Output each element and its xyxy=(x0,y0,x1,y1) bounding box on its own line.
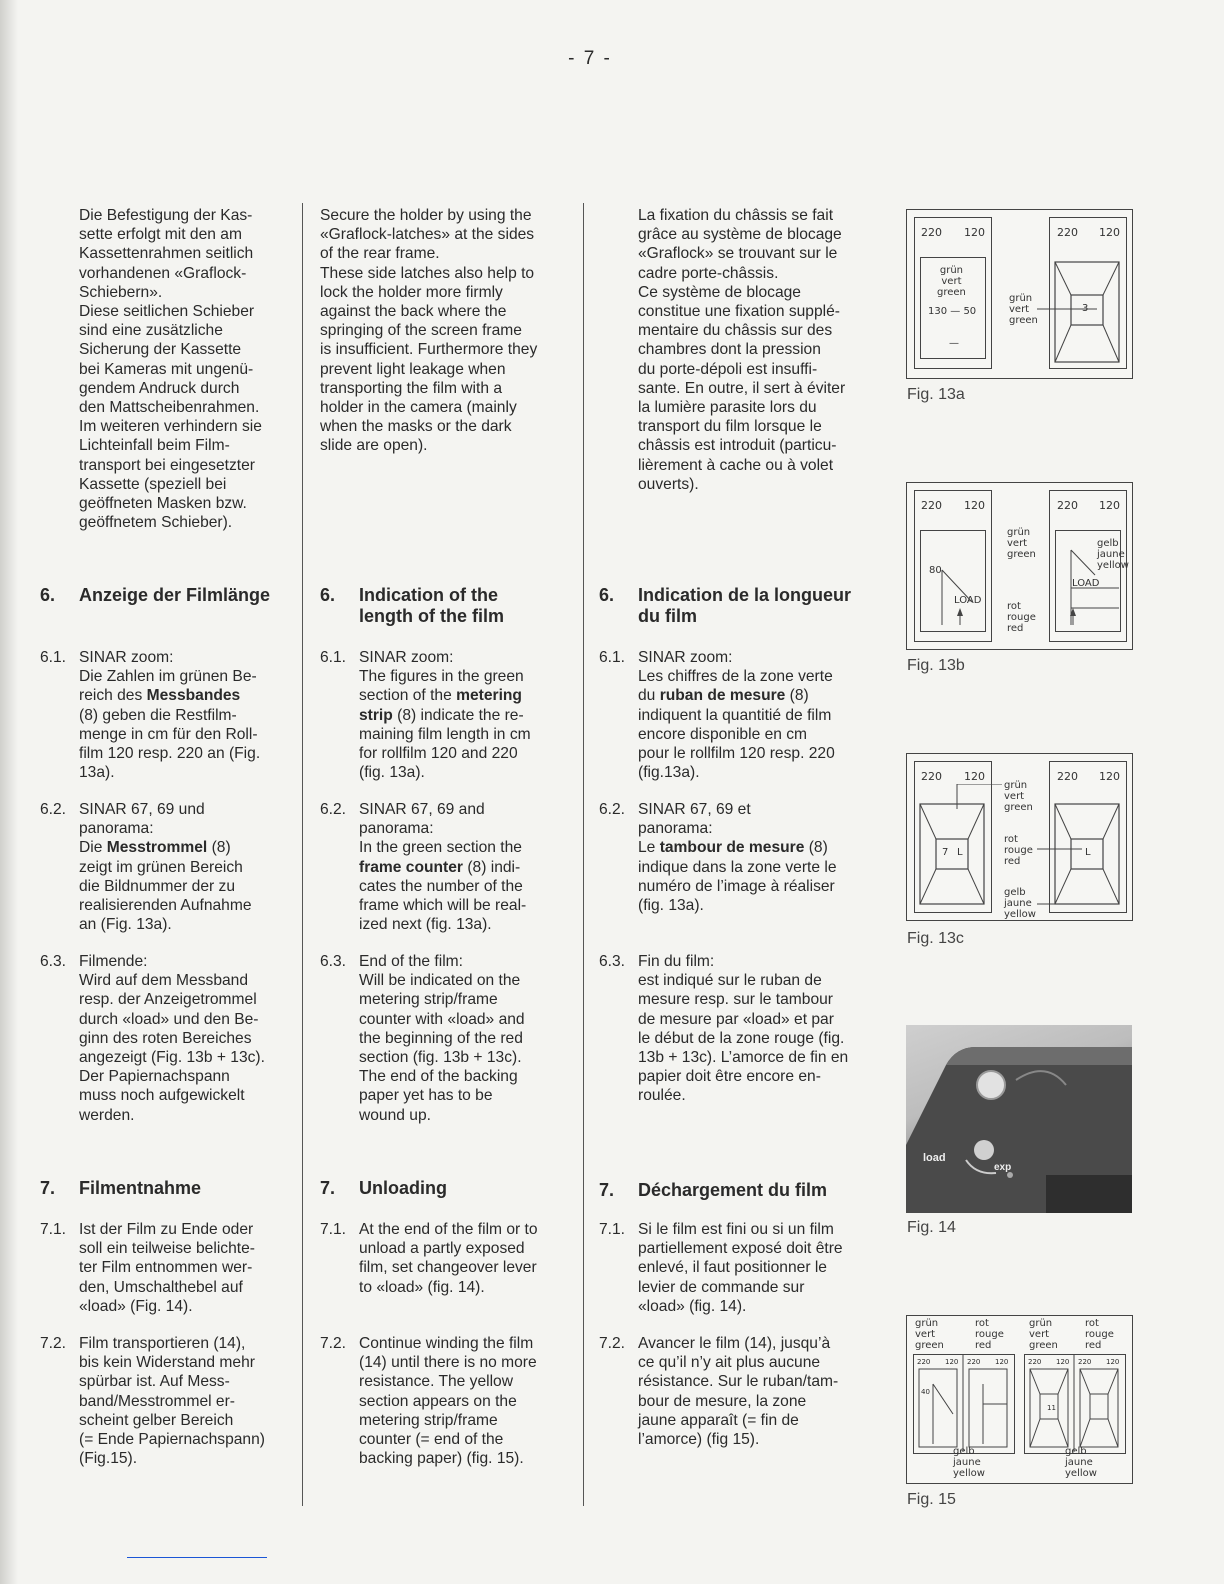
frame-l: L xyxy=(957,847,963,858)
french-intro-text: La fixation du châssis se fait grâce au système de blocage «Graflock» se trouvant sur le cadre porte-châssis. Ce système de blocage constitue une fixation supplé- mentaire du châssis sur des chambres dont la pression du porte-dépoli est insuffi- sante. En outre, il sert à éviter la lumière parasite lors du transport du film lorsque le châssis est introduit (particu- lièrement à cache ou à volet ouverts). xyxy=(638,207,846,493)
frame-3: 3 xyxy=(1082,303,1089,314)
english-7-1-text: At the end of the film or to unload a partly exposed film, set changeover lever to «load» (fig. 14). xyxy=(359,1221,538,1296)
mini-11: 11 xyxy=(1047,1404,1056,1412)
red-label-2: rot rouge red xyxy=(1085,1318,1114,1351)
english-6-1-c: (8) indicate the re- maining film length in cm for rollfilm 120 and 220 (fig. 13a). xyxy=(359,706,531,782)
german-6-3-number: 6.3. xyxy=(40,953,67,970)
green-label: grün vert green xyxy=(1007,527,1036,560)
label-120: 120 xyxy=(964,226,985,239)
label-120-right: 120 xyxy=(1099,499,1120,512)
german-6-1-c: (8) geben die Restfilm- menge in cm für den Roll- film 120 resp. 220 an (Fig. 13a). xyxy=(79,706,261,782)
mini-220-d: 220 xyxy=(1078,1358,1092,1366)
english-6-3 xyxy=(320,952,585,1125)
german-6-2-number: 6.2. xyxy=(40,801,67,818)
figure-15 xyxy=(906,1315,1133,1484)
english-7-2-number: 7.2. xyxy=(320,1335,347,1352)
label-120: 120 xyxy=(964,770,985,783)
label-120-right: 120 xyxy=(1099,770,1120,783)
yellow-label-2: gelb jaune yellow xyxy=(1065,1446,1097,1479)
french-h6-number: 6. xyxy=(599,585,615,605)
column-divider xyxy=(302,203,303,1506)
german-6-2-text xyxy=(79,800,305,934)
german-6-1-number: 6.1. xyxy=(40,649,67,666)
english-h6-heading: Indication of the length of the film xyxy=(359,585,504,626)
english-6-1-a: SINAR zoom: The figures in the green section of the xyxy=(359,649,524,705)
strip-drawings xyxy=(913,1354,1124,1452)
french-6-1-c: (8) indiquent la quantitié de film encore disponible en cm pour le rollfilm 120 resp. 220 (fig.13a). xyxy=(638,687,835,782)
french-7-2 xyxy=(599,1334,889,1449)
frame-7: 7 xyxy=(942,847,949,858)
strip-lines-right xyxy=(1055,530,1119,630)
english-h6-number: 6. xyxy=(320,585,336,605)
french-h7-heading: Déchargement du film xyxy=(638,1180,828,1200)
scan-artifact-line xyxy=(127,1557,267,1558)
frame-l-right: L xyxy=(1085,847,1091,858)
figure-13b-caption: Fig. 13b xyxy=(907,657,965,674)
german-h7-number: 7. xyxy=(40,1178,56,1198)
figure-13b xyxy=(906,482,1133,650)
french-6-2-bold: tambour de mesure xyxy=(659,839,805,857)
german-h7-heading: Filmentnahme xyxy=(79,1178,202,1198)
label-120: 120 xyxy=(964,499,985,512)
range-label: 130 — 50 xyxy=(928,306,977,317)
label-220-right: 220 xyxy=(1057,226,1078,239)
german-7-2-text: Film transportieren (14), bis kein Widerstand mehr spürbar ist. Auf Mess- band/Messtrommel er- scheint gelber Bereich (= Ende Papiernachspann) (Fig.15). xyxy=(79,1335,265,1468)
english-6-2 xyxy=(320,800,585,934)
english-6-2-number: 6.2. xyxy=(320,801,347,818)
french-6-1-bold: ruban de mesure xyxy=(659,687,786,705)
figure-13a-caption: Fig. 13a xyxy=(907,386,965,403)
exp-marking: exp xyxy=(994,1162,1012,1173)
german-h6-number: 6. xyxy=(40,585,56,605)
figure-14-caption: Fig. 14 xyxy=(907,1219,956,1236)
german-7-1-number: 7.1. xyxy=(40,1221,67,1238)
french-6-1-a: SINAR zoom: Les chiffres de la zone verte du xyxy=(638,649,833,705)
french-6-1-text xyxy=(638,648,889,782)
german-6-3-text: Filmende: Wird auf dem Messband resp. der Anzeigetrommel durch «load» und den Be- ginn des roten Bereiches angezeigt (Fig. 13b + 13c). Der Papiernachspann muss noch aufgewickelt werden. xyxy=(79,953,265,1124)
mini-120-b: 120 xyxy=(995,1358,1009,1366)
german-6-3 xyxy=(40,952,305,1125)
green-label: grün vert green xyxy=(1004,780,1033,813)
german-6-1-bold: Messbandes xyxy=(146,687,241,705)
load-marking: load xyxy=(923,1152,946,1164)
english-6-3-text: End of the film: Will be indicated on the metering strip/frame counter with «load» and the beginning of the red section (fig. 13b + 13c). The end of the backing paper yet has to be wound up. xyxy=(359,953,525,1124)
red-label-1: rot rouge red xyxy=(975,1318,1004,1351)
green-label-2: grün vert green xyxy=(1029,1318,1058,1351)
french-6-3-text: Fin du film: est indiqué sur le ruban de mesure resp. sur le tambour de mesure par «load» et par le début de la zone rouge (fig. 13b + 13c). L’amorce de fin en papier doit être encore en- roulée. xyxy=(638,953,849,1105)
page-number: - 7 - xyxy=(568,48,612,69)
english-7-2-text: Continue winding the film (14) until there is no more resistance. The yellow section appears on the metering strip/frame counter (= end of the backing paper) (fig. 15). xyxy=(359,1335,537,1468)
green-label: grün vert green xyxy=(937,265,966,298)
english-6-1-bold: metering strip xyxy=(359,687,522,724)
german-7-1 xyxy=(40,1220,305,1316)
german-h6-heading: Anzeige der Filmlänge xyxy=(79,585,271,605)
red-label: rot rouge red xyxy=(1007,601,1036,634)
english-7-1-number: 7.1. xyxy=(320,1221,347,1238)
english-h7-number: 7. xyxy=(320,1178,336,1198)
english-6-1-number: 6.1. xyxy=(320,649,347,666)
french-6-3-number: 6.3. xyxy=(599,953,626,970)
german-6-2-bold: Messtrommel xyxy=(106,839,208,857)
german-6-2-a: SINAR 67, 69 und panorama: Die xyxy=(79,801,205,857)
camera-back-illustration xyxy=(906,1025,1132,1213)
french-7-1-text: Si le film est fini ou si un film partiellement exposé doit être enlevé, il faut positionner le levier de commande sur «load» (fig. 14). xyxy=(638,1221,843,1315)
label-220-right: 220 xyxy=(1057,770,1078,783)
english-7-1 xyxy=(320,1220,585,1297)
figure-15-caption: Fig. 15 xyxy=(907,1491,956,1508)
german-7-1-text: Ist der Film zu Ende oder soll ein teilweise belichte- ter Film entnommen wer- den, Umschalthebel auf «load» (Fig. 14). xyxy=(79,1221,255,1315)
english-6-2-text xyxy=(359,800,585,934)
english-6-3-number: 6.3. xyxy=(320,953,347,970)
german-intro xyxy=(79,206,304,532)
english-6-2-a: SINAR 67, 69 and panorama: In the green section the xyxy=(359,801,522,857)
load-label: LOAD xyxy=(954,595,982,606)
yellow-label-1: gelb jaune yellow xyxy=(953,1446,985,1479)
figure-14-photo xyxy=(906,1025,1132,1213)
figure-13a xyxy=(906,209,1133,379)
label-220-right: 220 xyxy=(1057,499,1078,512)
french-h7-number: 7. xyxy=(599,1180,615,1200)
english-6-1 xyxy=(320,648,585,782)
figure-13c-caption: Fig. 13c xyxy=(907,930,964,947)
french-7-1-number: 7.1. xyxy=(599,1221,626,1238)
german-intro-text: Die Befestigung der Kas- sette erfolgt mit den am Kassettenrahmen seitlich vorhandenen «Graflock- Schiebern». Diese seitlichen Schieber sind eine zusätzliche Sicherung der Kassette bei Kameras mit ungenü- gendem Andruck durch den Mattscheibenrahmen. Im weiteren verhindern sie Lichteinfall beim Film- transport bei eingesetzter Kassette (speziell bei geöffneten Masken bzw. geöffnetem Schieber). xyxy=(79,207,262,532)
mini-220-a: 220 xyxy=(917,1358,931,1366)
german-7-2-number: 7.2. xyxy=(40,1335,67,1352)
mini-40: 40 xyxy=(921,1388,930,1396)
label-120-right: 120 xyxy=(1099,226,1120,239)
english-h7-heading: Unloading xyxy=(359,1178,447,1198)
mini-220-c: 220 xyxy=(1028,1358,1042,1366)
red-label: rot rouge red xyxy=(1004,834,1033,867)
mark-80: 80 xyxy=(929,565,942,576)
english-6-2-c: (8) indi- cates the number of the frame which will be real- ized next (fig. 13a). xyxy=(359,858,527,934)
mini-220-b: 220 xyxy=(967,1358,981,1366)
french-7-2-number: 7.2. xyxy=(599,1335,626,1352)
mini-120-a: 120 xyxy=(945,1358,959,1366)
scan-edge-shadow xyxy=(0,0,18,1584)
french-7-1 xyxy=(599,1220,889,1316)
green-label-1: grün vert green xyxy=(915,1318,944,1351)
english-intro-text: Secure the holder by using the «Graflock-latches» at the sides of the rear frame. These side latches also help to lock the holder more firmly against the back where the springing of the screen frame is insufficient. Furthermore they prevent light leakage when transporting the film with a holder in the camera (mainly when the masks or the dark slide are open). xyxy=(320,207,538,455)
yellow-label: gelb jaune yellow xyxy=(1004,887,1036,920)
french-6-2 xyxy=(599,800,889,915)
french-6-1 xyxy=(599,648,889,782)
french-h6-heading: Indication de la longueur du film xyxy=(638,585,852,626)
english-intro xyxy=(320,206,585,456)
label-220: 220 xyxy=(921,226,942,239)
french-intro xyxy=(638,206,888,494)
column-divider xyxy=(583,203,584,1506)
english-6-2-bold: frame counter xyxy=(359,858,463,876)
english-6-1-text xyxy=(359,648,585,782)
label-220: 220 xyxy=(921,770,942,783)
mini-120-d: 120 xyxy=(1106,1358,1120,1366)
green-label-2: grün vert green xyxy=(1009,293,1038,326)
french-6-2-text xyxy=(638,800,889,915)
french-6-3 xyxy=(599,952,889,1106)
german-6-1-text xyxy=(79,648,305,782)
dash-label: — xyxy=(949,338,959,349)
figure-13c xyxy=(906,753,1133,921)
french-6-1-number: 6.1. xyxy=(599,649,626,666)
pointer-lines xyxy=(947,784,1097,909)
french-7-2-text: Avancer le film (14), jusqu’à ce qu’il n’y ait plus aucune résistance. Sur le ruban/tam- bour de mesure, la zone jaune apparaît (= fin de l’amorce) (fig 15). xyxy=(638,1335,839,1449)
german-6-1-a: SINAR zoom: Die Zahlen im grünen Be- reich des xyxy=(79,649,257,705)
german-6-2-c: (8) zeigt im grünen Bereich die Bildnummer der zu realisierenden Aufnahme an (Fig. 13a). xyxy=(79,839,252,934)
german-7-2 xyxy=(40,1334,305,1468)
label-220: 220 xyxy=(921,499,942,512)
english-7-2 xyxy=(320,1334,585,1468)
french-6-2-c: (8) indique dans la zone verte le numéro de l’image à réaliser (fig. 13a). xyxy=(638,839,837,915)
mini-120-c: 120 xyxy=(1056,1358,1070,1366)
load-label-2: LOAD xyxy=(1072,578,1100,589)
german-6-1 xyxy=(40,648,305,782)
yellow-label: gelb jaune yellow xyxy=(1097,538,1129,571)
french-6-2-number: 6.2. xyxy=(599,801,626,818)
strip-lines xyxy=(920,530,984,630)
french-6-2-a: SINAR 67, 69 et panorama: Le xyxy=(638,801,751,857)
german-6-2 xyxy=(40,800,305,934)
